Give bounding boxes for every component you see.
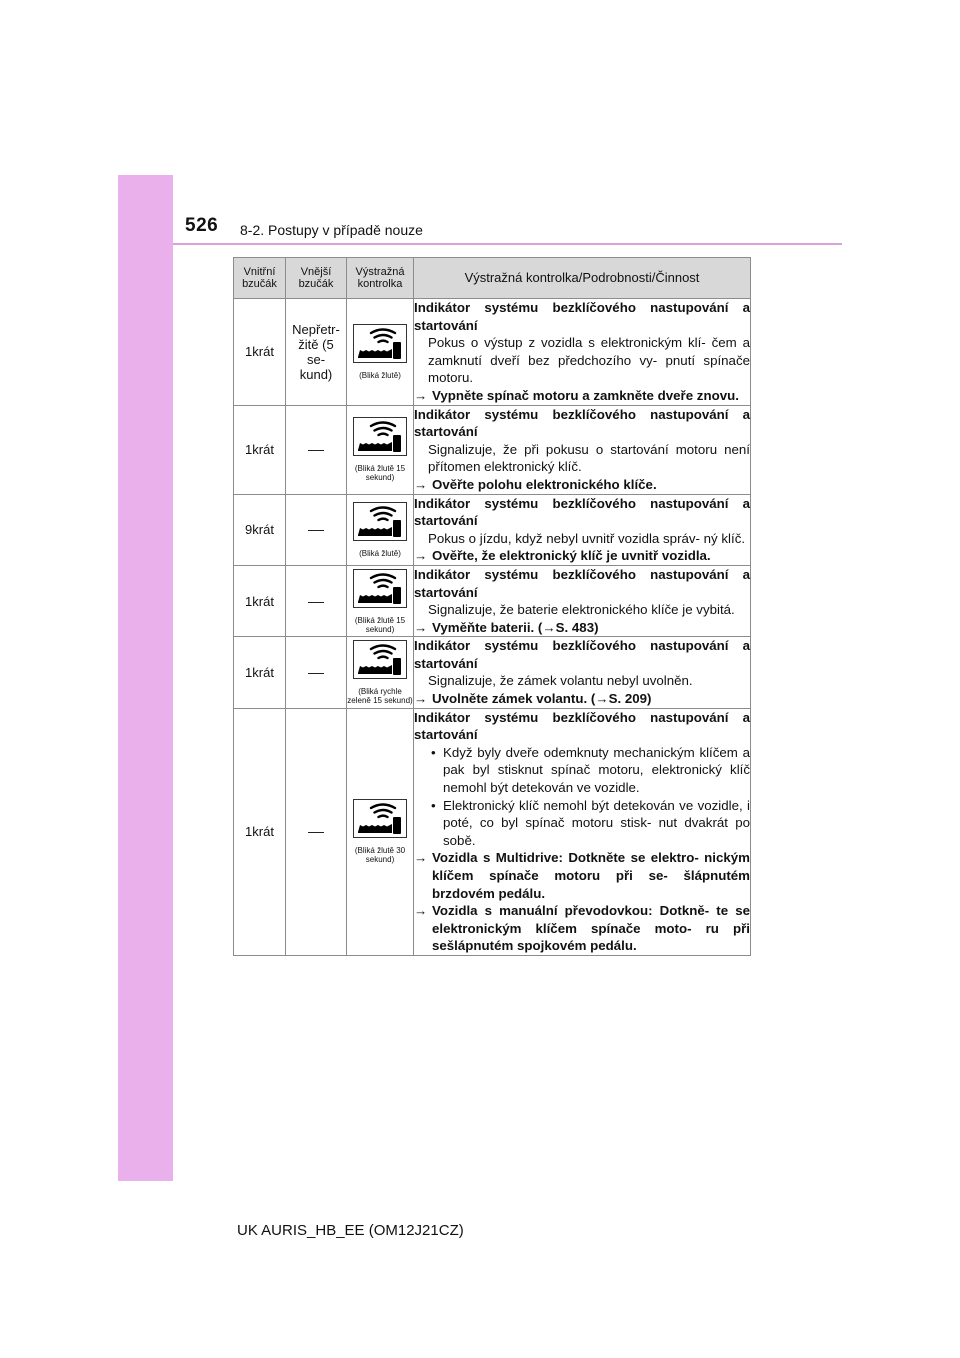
no-buzzer-dash — [308, 450, 324, 451]
chapter-tab — [118, 175, 173, 1181]
indicator-description: Signalizuje, že zámek volantu nebyl uvolněn. — [428, 673, 693, 689]
smart-key-warning-icon — [353, 640, 407, 679]
internal-buzzer-value: 1krát — [245, 442, 274, 458]
warning-light-caption: (Bliká žlutě) — [359, 370, 401, 380]
action-instruction — [414, 902, 750, 955]
smart-key-warning-icon — [353, 324, 407, 363]
indicator-description: Pokus o výstup z vozidla s elektronickým klí- čem a zamknutí dveří bez předchozího vy- pnutí spínače motoru. — [428, 335, 750, 386]
arrow-icon: → — [414, 903, 428, 919]
internal-buzzer-cell — [234, 494, 286, 565]
action-text: Vozidla s Multidrive: Dotkněte se elektro- nickým klíčem spínače motoru při se- šlápnutém brzdovém pedálu. — [432, 850, 750, 901]
bullet-item — [414, 744, 750, 797]
details-cell — [414, 708, 751, 955]
action-text: Vypněte spínač motoru a zamkněte dveře znovu. — [432, 387, 739, 403]
action-instruction — [414, 387, 750, 405]
warning-light-cell — [347, 708, 414, 955]
indicator-title: Indikátor systému bezklíčového nastupování a startování — [414, 495, 750, 529]
arrow-icon: → — [414, 850, 428, 866]
page-number: 526 — [185, 215, 219, 236]
indicator-title: Indikátor systému bezklíčového nastupování a startování — [414, 709, 750, 743]
details-cell — [414, 637, 751, 708]
details-cell — [414, 299, 751, 406]
internal-buzzer-value: 1krát — [245, 664, 274, 680]
warning-light-cell — [347, 405, 414, 494]
action-text: Vyměňte baterii. (→S. 483) — [432, 619, 599, 635]
smart-key-warning-icon — [353, 799, 407, 838]
internal-buzzer-value: 9krát — [245, 522, 274, 538]
indicator-description: Pokus o jízdu, když nebyl uvnitř vozidla správ- ný klíč. — [428, 530, 746, 546]
smart-key-warning-icon — [353, 417, 407, 456]
warning-light-cell — [347, 494, 414, 565]
warning-light-cell — [347, 565, 414, 636]
indicator-title: Indikátor systému bezklíčového nastupování a startování — [414, 406, 750, 440]
indicator-title: Indikátor systému bezklíčového nastupování a startování — [414, 638, 750, 671]
indicator-title: Indikátor systému bezklíčového nastupování a startování — [414, 300, 750, 333]
internal-buzzer-value: 1krát — [245, 344, 274, 360]
arrow-icon: → — [414, 619, 428, 635]
details-cell — [414, 405, 751, 494]
action-instruction — [414, 849, 750, 902]
warning-buzzer-table — [233, 257, 751, 956]
internal-buzzer-value: 1krát — [245, 824, 274, 840]
external-buzzer-value: Nepřetr- žitě (5 se- kund) — [292, 321, 340, 382]
column-header-details: Výstražná kontrolka/Podrobnosti/Činnost — [414, 258, 751, 299]
action-instruction — [414, 619, 750, 637]
external-buzzer-cell — [286, 637, 347, 708]
internal-buzzer-cell — [234, 405, 286, 494]
indicator-title: Indikátor systému bezklíčového nastupování a startování — [414, 566, 750, 600]
arrow-icon: → — [414, 476, 428, 492]
bullet-text: Když byly dveře odemknuty mechanickým klíčem a pak byl stisknut spínač motoru, elektronický klíč nemohl být detekován ve vozidle. — [443, 744, 750, 796]
action-instruction — [414, 547, 750, 565]
internal-buzzer-cell — [234, 637, 286, 708]
table-row — [234, 708, 751, 955]
action-text: Ověřte, že elektronický klíč je uvnitř vozidla. — [432, 548, 711, 564]
indicator-description: Signalizuje, že při pokusu o startování motoru není přítomen elektronický klíč. — [428, 441, 750, 475]
header-rule — [173, 243, 842, 245]
table-row — [234, 494, 751, 565]
table-row — [234, 405, 751, 494]
warning-light-caption: (Bliká rychle zeleně 15 sekund) — [347, 686, 413, 705]
internal-buzzer-cell — [234, 708, 286, 955]
no-buzzer-dash — [308, 530, 324, 531]
internal-buzzer-cell — [234, 299, 286, 406]
table-header-row — [234, 258, 751, 299]
warning-light-cell — [347, 299, 414, 406]
bullet-text: Elektronický klíč nemohl být detekován ve vozidle, i poté, co byl spínač motoru stisk- nut dvakrát po sobě. — [443, 797, 750, 848]
internal-buzzer-cell — [234, 565, 286, 636]
table-row — [234, 637, 751, 708]
indicator-description: Signalizuje, že baterie elektronického klíče je vybitá. — [428, 602, 735, 618]
table-row — [234, 565, 751, 636]
external-buzzer-cell — [286, 565, 347, 636]
external-buzzer-cell — [286, 708, 347, 955]
action-instruction — [414, 690, 750, 708]
action-text: Vozidla s manuální převodovkou: Dotkně- te se elektronickým klíčem spínače moto- ru při sešlápnutém spojkovém pedálu. — [432, 903, 750, 954]
arrow-icon: → — [414, 387, 428, 403]
arrow-icon: → — [414, 691, 428, 707]
bullet-item — [414, 797, 750, 850]
arrow-icon: → — [414, 548, 428, 564]
no-buzzer-dash — [308, 602, 324, 603]
column-header-internal-buzzer: Vnitřní bzučák — [234, 258, 286, 299]
smart-key-warning-icon — [353, 502, 407, 541]
table-row — [234, 299, 751, 406]
action-instruction — [414, 476, 750, 494]
external-buzzer-cell — [286, 405, 347, 494]
external-buzzer-cell — [286, 494, 347, 565]
column-header-external-buzzer: Vnější bzučák — [286, 258, 347, 299]
warning-light-cell — [347, 637, 414, 708]
action-text: Uvolněte zámek volantu. (→S. 209) — [432, 691, 652, 707]
external-buzzer-cell — [286, 299, 347, 406]
internal-buzzer-value: 1krát — [245, 593, 274, 609]
smart-key-warning-icon — [353, 569, 407, 608]
action-text: Ověřte polohu elektronického klíče. — [432, 476, 657, 492]
document-code: UK AURIS_HB_EE (OM12J21CZ) — [237, 1222, 464, 1239]
details-cell — [414, 494, 751, 565]
warning-light-caption: (Bliká žlutě 15 sekund) — [354, 464, 406, 483]
warning-light-caption: (Bliká žlutě 15 sekund) — [354, 615, 406, 634]
details-cell — [414, 565, 751, 636]
warning-light-caption: (Bliká žlutě 30 sekund) — [354, 846, 406, 865]
warning-light-caption: (Bliká žlutě) — [359, 548, 401, 558]
no-buzzer-dash — [308, 832, 324, 833]
section-title: 8-2. Postupy v případě nouze — [240, 222, 423, 238]
no-buzzer-dash — [308, 673, 324, 674]
column-header-warning-light: Výstražná kontrolka — [347, 258, 414, 299]
